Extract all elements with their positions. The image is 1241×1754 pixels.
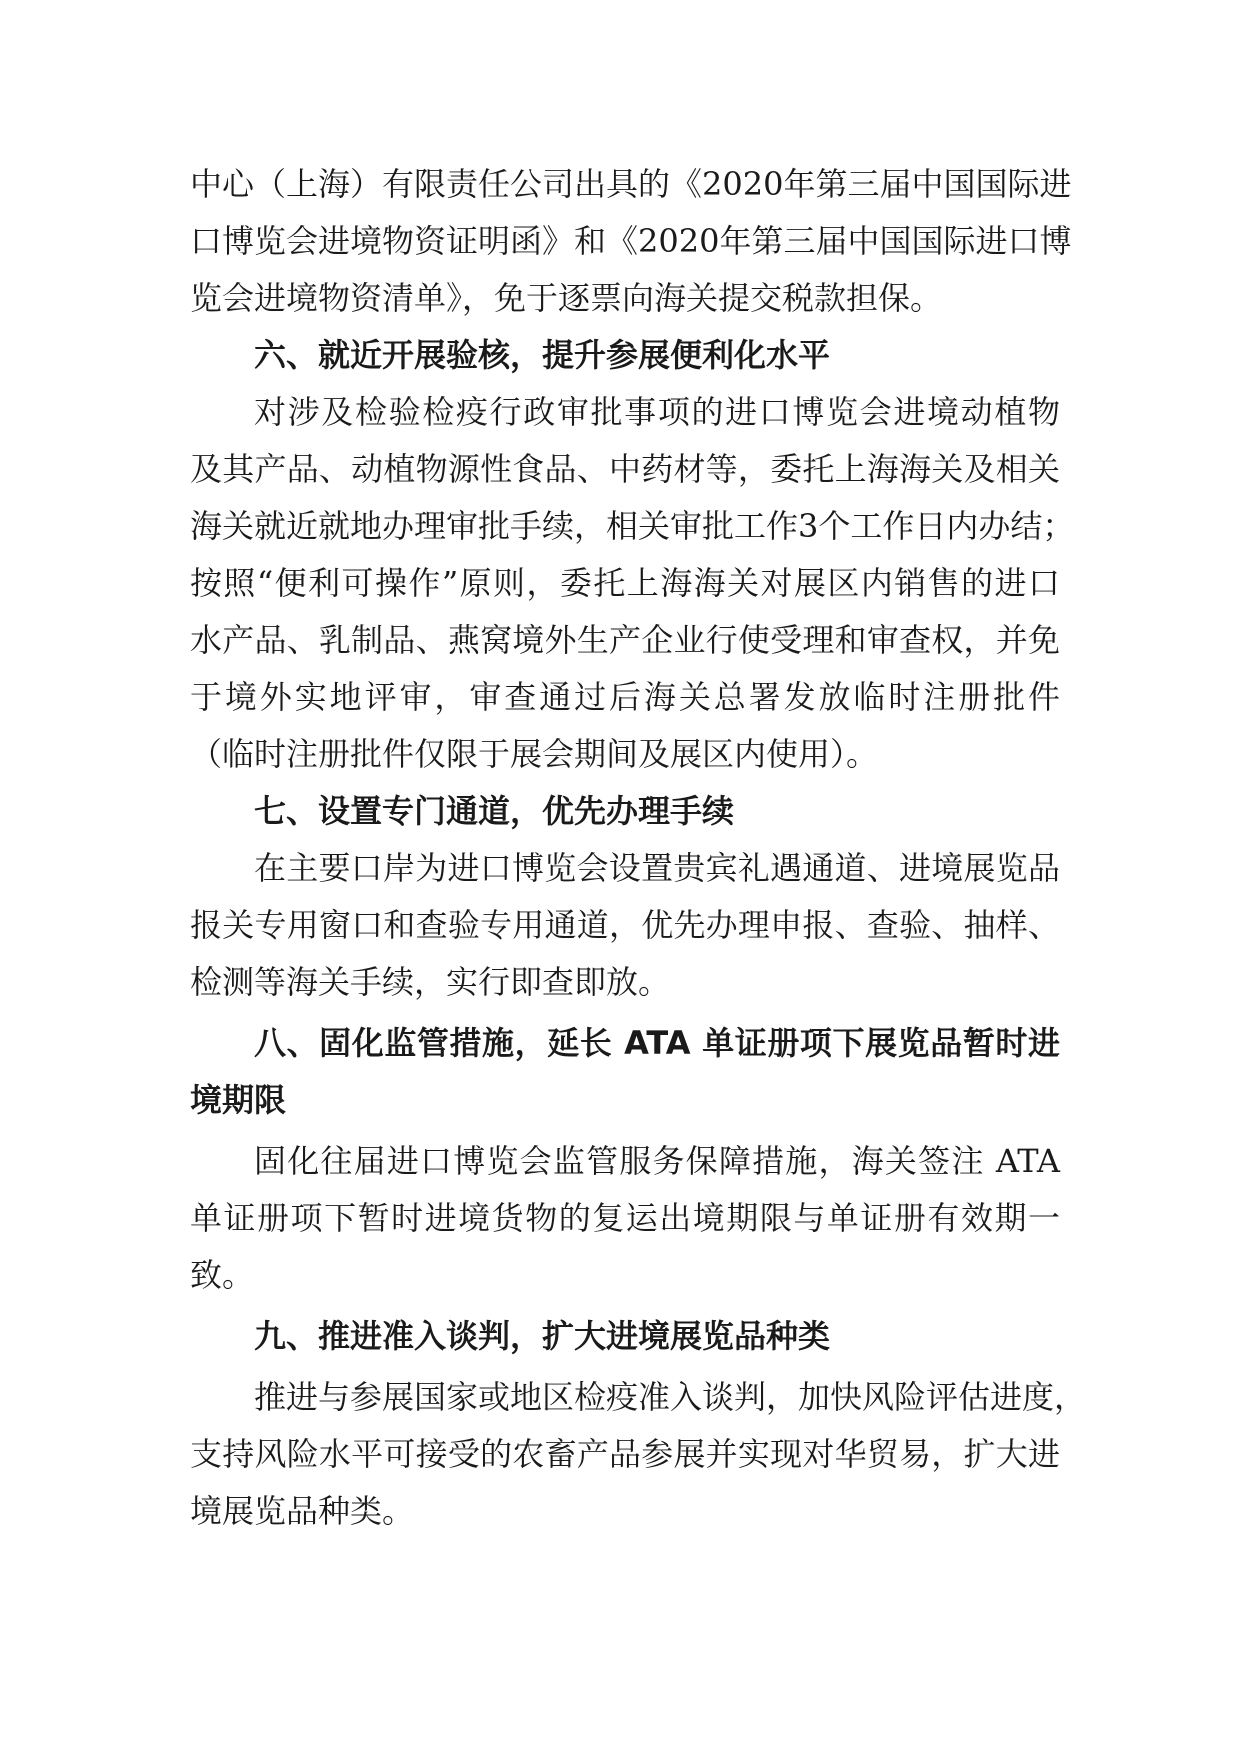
body-line: 固化往届进口博览会监管服务保障措施，海关签注 ATA [254,1142,1060,1180]
body-line: 览会进境物资清单》，免于逐票向海关提交税款担保。 [190,279,943,317]
body-line: 于境外实地评审，审查通过后海关总署发放临时注册批件 [190,678,1060,716]
body-line: 对涉及检验检疫行政审批事项的进口博览会进境动植物 [254,393,1060,431]
body-line: 检测等海关手续，实行即查即放。 [190,963,671,1001]
body-line: 致。 [190,1256,255,1294]
body-line: 海关就近就地办理审批手续，相关审批工作3个工作日内办结； [190,507,1075,545]
body-line: 境展览品种类。 [190,1492,415,1530]
body-line: （临时注册批件仅限于展会期间及展区内使用）。 [190,735,879,773]
body-line: 单证册项下暂时进境货物的复运出境期限与单证册有效期一 [190,1199,1060,1237]
body-line: 及其产品、动植物源性食品、中药材等，委托上海海关及相关 [190,450,1060,488]
body-line: 按照“便利可操作”原则，委托上海海关对展区内销售的进口 [190,564,1060,602]
body-line: 水产品、乳制品、燕窝境外生产企业行使受理和审查权，并免 [190,621,1060,659]
body-line: 口博览会进境物资证明函》和《2020年第三届中国国际进口博 [190,222,1072,260]
body-line: 推进与参展国家或地区检疫准入谈判，加快风险评估进度， [254,1378,1087,1416]
body-line: 中心（上海）有限责任公司出具的《2020年第三届中国国际进 [190,165,1072,203]
body-line: 在主要口岸为进口博览会设置贵宾礼遇通道、进境展览品 [254,849,1060,887]
section-heading-6: 六、就近开展验核，提升参展便利化水平 [254,336,831,374]
section-heading-8-cont: 境期限 [190,1081,287,1119]
section-heading-8: 八、固化监管措施，延长 ATA 单证册项下展览品暂时进 [254,1024,1060,1062]
body-line: 支持风险水平可接受的农畜产品参展并实现对华贸易，扩大进 [190,1435,1060,1473]
body-line: 报关专用窗口和查验专用通道，优先办理申报、查验、抽样、 [190,906,1060,944]
section-heading-9: 九、推进准入谈判，扩大进境展览品种类 [254,1317,831,1355]
section-heading-7: 七、设置专门通道，优先办理手续 [254,792,735,830]
